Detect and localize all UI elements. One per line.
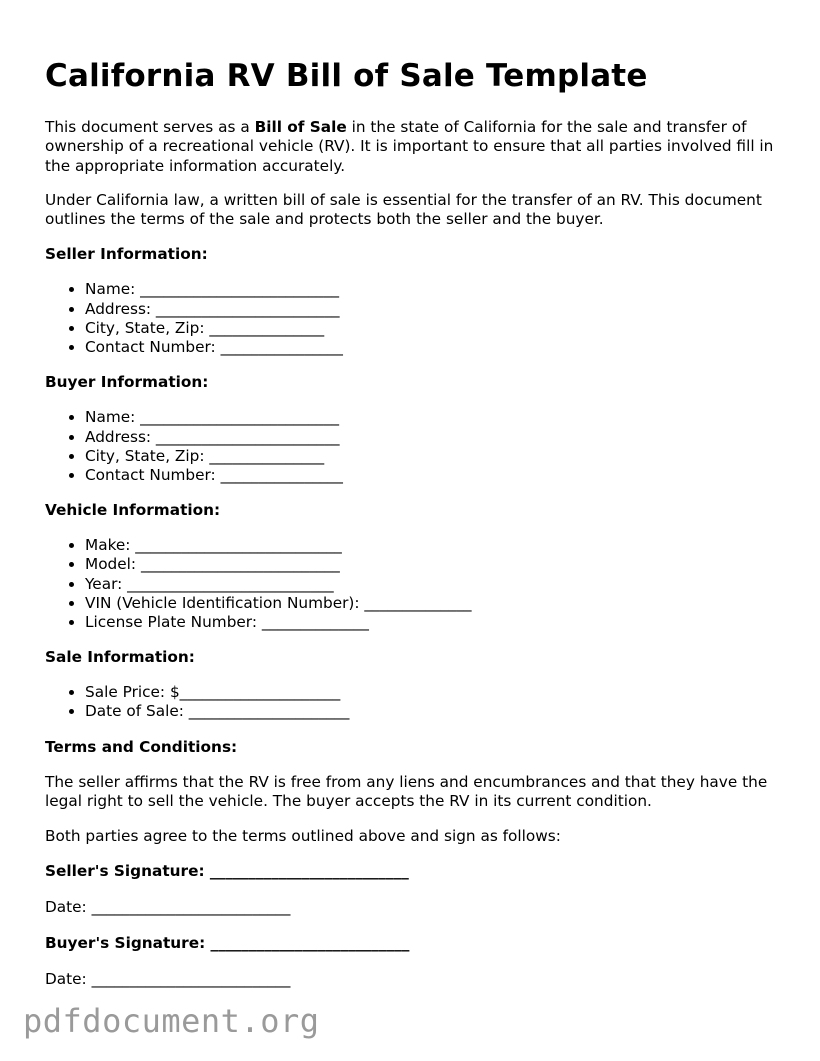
buyer-name-field: • Name: __________________________ <box>85 408 785 427</box>
document-page <box>45 56 785 1006</box>
vehicle-license-plate-field: • License Plate Number: ______________ <box>85 613 785 632</box>
sale-price-field: • Sale Price: $_____________________ <box>85 683 785 702</box>
vehicle-vin-field: • VIN (Vehicle Identification Number): ______________ <box>85 594 785 613</box>
seller-city-state-zip-field: • City, State, Zip: _______________ <box>85 319 785 338</box>
buyer-field-list <box>45 408 785 485</box>
seller-address-field: • Address: ________________________ <box>85 300 785 319</box>
buyer-date-line: Date: __________________________ <box>45 970 291 989</box>
sale-field-list <box>45 683 785 721</box>
buyer-city-state-zip-field: • City, State, Zip: _______________ <box>85 447 785 466</box>
intro-text-after: in the state of California for the sale and transfer of ownership of a recreational vehicle (RV). It is important to ensure that all parties involved fill in the appropriate information accurately. <box>45 118 774 175</box>
intro-paragraph <box>45 118 785 176</box>
intro-text-before: This document serves as a <box>45 118 255 136</box>
vehicle-year-field: • Year: ___________________________ <box>85 575 785 594</box>
vehicle-model-field: • Model: __________________________ <box>85 555 785 574</box>
seller-name-field: • Name: __________________________ <box>85 280 785 299</box>
seller-signature-line: Seller's Signature: __________________________ <box>45 862 409 881</box>
seller-date-line: Date: __________________________ <box>45 898 291 917</box>
vehicle-field-list <box>45 536 785 632</box>
terms-paragraph: The seller affirms that the RV is free from any liens and encumbrances and that they have the legal right to sell the vehicle. The buyer accepts the RV in its current condition. <box>45 772 768 810</box>
vehicle-section-heading: Vehicle Information: <box>45 501 221 520</box>
seller-section-heading: Seller Information: <box>45 245 208 264</box>
sale-section-heading: Sale Information: <box>45 648 195 667</box>
intro-bold-term: Bill of Sale <box>254 118 347 136</box>
buyer-signature-line: Buyer's Signature: __________________________ <box>45 934 410 953</box>
law-paragraph: Under California law, a written bill of sale is essential for the transfer of an RV. This document outlines the terms of the sale and protects both the seller and the buyer. <box>45 190 762 229</box>
terms-section-heading: Terms and Conditions: <box>45 737 238 756</box>
page-title: California RV Bill of Sale Template <box>45 58 648 94</box>
sale-date-field: • Date of Sale: _____________________ <box>85 702 785 721</box>
seller-contact-number-field: • Contact Number: ________________ <box>85 338 785 357</box>
watermark: pdfdocument.org <box>23 1002 320 1040</box>
buyer-section-heading: Buyer Information: <box>45 373 209 392</box>
agreement-paragraph: Both parties agree to the terms outlined above and sign as follows: <box>45 827 561 846</box>
buyer-contact-number-field: • Contact Number: ________________ <box>85 466 785 485</box>
vehicle-make-field: • Make: ___________________________ <box>85 536 785 555</box>
buyer-address-field: • Address: ________________________ <box>85 428 785 447</box>
seller-field-list <box>45 280 785 357</box>
